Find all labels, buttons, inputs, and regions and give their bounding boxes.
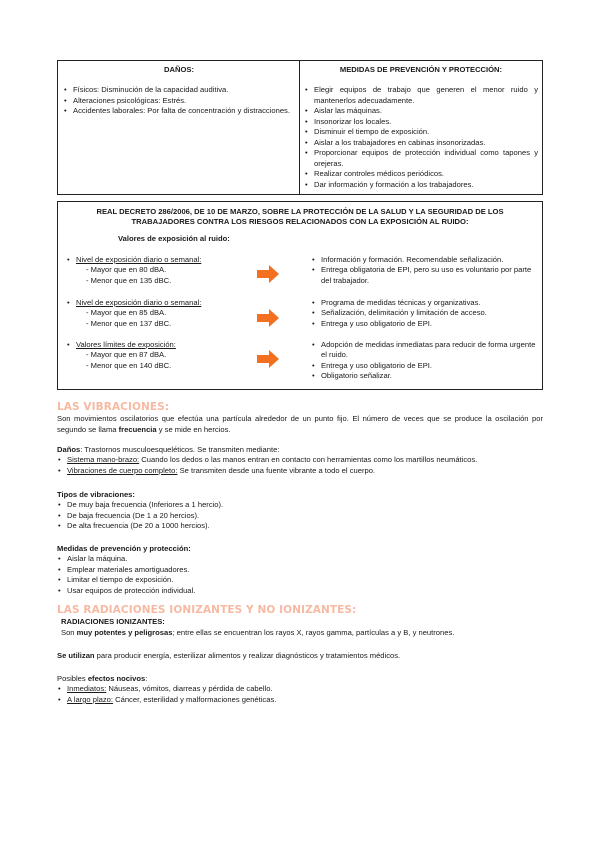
transmision-list bbox=[57, 455, 543, 476]
vibraciones-danos bbox=[57, 445, 543, 476]
radiaciones-sub: RADIACIONES IONIZANTES: bbox=[61, 617, 165, 627]
danos-line bbox=[57, 445, 543, 455]
list-item: • Aislar a los trabajadores en cabinas insonorizadas. bbox=[304, 138, 538, 148]
efectos-list bbox=[57, 684, 543, 705]
right-arrow-icon bbox=[257, 265, 279, 283]
radiaciones-heading: LAS RADIACIONES IONIZANTES Y NO IONIZANTES: bbox=[57, 604, 357, 616]
action-item: • Entrega obligatoria de EPI, pero su uso es voluntario por parte del trabajador. bbox=[311, 265, 539, 286]
vibraciones-heading: LAS VIBRACIONES: bbox=[57, 401, 170, 413]
term-text: Cáncer, esterilidad y malformaciones genéticas. bbox=[113, 694, 277, 704]
text: Posibles bbox=[57, 674, 88, 683]
action-item: • Obligatorio señalizar. bbox=[311, 371, 539, 381]
exposure-label: Nivel de exposición diario o semanal: bbox=[76, 255, 202, 264]
vibraciones-section bbox=[57, 400, 543, 435]
exposure-level bbox=[66, 255, 266, 286]
intro-bold: frecuencia bbox=[118, 424, 157, 434]
danos-list bbox=[63, 85, 295, 116]
action-item: • Información y formación. Recomendable señalización. bbox=[311, 255, 539, 265]
term-text: Náuseas, vómitos, diarreas y pérdida de cabello. bbox=[106, 684, 273, 694]
exposure-label: Valores límites de exposición: bbox=[76, 340, 176, 349]
exposure-label-item bbox=[66, 340, 266, 350]
decreto-subtitle: Valores de exposición al ruido: bbox=[118, 234, 230, 243]
action-item: • Programa de medidas técnicas y organizativas. bbox=[311, 298, 539, 308]
exposure-actions bbox=[311, 298, 539, 329]
list-item bbox=[57, 684, 543, 694]
list-item: • Elegir equipos de trabajo que generen el menor ruido y mantenerlos adecuadamente. bbox=[304, 85, 538, 106]
real-decreto-box bbox=[57, 201, 543, 390]
list-item bbox=[57, 455, 543, 465]
exposure-actions bbox=[311, 255, 539, 286]
exposure-value: - Menor que en 135 dBC. bbox=[86, 275, 172, 285]
term: Sistema mano-brazo: bbox=[67, 455, 140, 465]
list-item: • Insonorizar los locales. bbox=[304, 117, 538, 127]
exposure-level bbox=[66, 298, 266, 329]
action-item: • Adopción de medidas inmediatas para reducir de forma urgente el ruido. bbox=[311, 340, 539, 361]
list-item: • Limitar el tiempo de exposición. bbox=[57, 575, 543, 585]
text: : bbox=[145, 674, 148, 683]
right-arrow-icon bbox=[257, 309, 279, 327]
text-bold: Se utilizan bbox=[57, 651, 95, 660]
decreto-title-line: REAL DECRETO 286/2006, DE 10 DE MARZO, SOBRE LA PROTECCIÓN DE LA SALUD Y LA SEGURIDAD DE LOS bbox=[96, 207, 504, 216]
medidas-vibraciones bbox=[57, 544, 543, 596]
list-item: • Usar equipos de protección individual. bbox=[57, 586, 543, 596]
right-arrow-icon bbox=[257, 350, 279, 368]
list-item: • De muy baja frecuencia (Inferiores a 1 hercio). bbox=[57, 500, 543, 510]
list-item: • Aislar las máquinas. bbox=[304, 106, 538, 116]
list-item: • Alteraciones psicológicas: Estrés. bbox=[63, 96, 295, 106]
list-item: • Emplear materiales amortiguadores. bbox=[57, 565, 543, 575]
action-item: • Señalización, delimitación y limitación de acceso. bbox=[311, 308, 539, 318]
list-item: • Dar información y formación a los trabajadores. bbox=[304, 180, 538, 190]
list-item: • De baja frecuencia (De 1 a 20 hercios). bbox=[57, 511, 543, 521]
text: para producir energía, esterilizar alimentos y realizar diagnósticos y tratamientos médicos. bbox=[94, 651, 401, 660]
exposure-level bbox=[66, 340, 266, 371]
medidas-title: Medidas de prevención y protección: bbox=[57, 544, 191, 553]
decreto-title-line: TRABAJADORES CONTRA LOS RIESGOS RELACIONADOS CON LA EXPOSICIÓN AL RUIDO: bbox=[131, 217, 469, 227]
exposure-label-item bbox=[66, 298, 266, 308]
list-item: • Físicos: Disminución de la capacidad auditiva. bbox=[63, 85, 295, 95]
radiaciones-uso bbox=[57, 651, 543, 661]
danos-label: Daños bbox=[57, 445, 81, 454]
text-bold: efectos nocivos bbox=[87, 674, 146, 683]
tipos-title: Tipos de vibraciones: bbox=[57, 490, 135, 499]
exposure-value: - Mayor que en 85 dBA. bbox=[86, 308, 167, 318]
tipos-vibraciones bbox=[57, 490, 543, 532]
exposure-value: - Menor que en 137 dBC. bbox=[86, 318, 172, 328]
action-item: • Entrega y uso obligatorio de EPI. bbox=[311, 319, 539, 329]
term-text: Se transmiten desde una fuente vibrante a todo el cuerpo. bbox=[177, 465, 376, 475]
vibraciones-intro bbox=[57, 414, 543, 435]
intro-text: y se mide en hercios. bbox=[156, 424, 231, 434]
medidas-vib-list bbox=[57, 554, 543, 596]
list-item: • Aislar la máquina. bbox=[57, 554, 543, 564]
efectos-nocivos bbox=[57, 674, 543, 705]
exposure-actions bbox=[311, 340, 539, 382]
exposure-value: - Mayor que en 80 dBA. bbox=[86, 265, 167, 275]
list-item: • Accidentes laborales: Por falta de concentración y distracciones. bbox=[63, 106, 295, 116]
list-item: • De alta frecuencia (De 20 a 1000 hercios). bbox=[57, 521, 543, 531]
exposure-label: Nivel de exposición diario o semanal: bbox=[76, 298, 202, 307]
list-item: • Proporcionar equipos de protección individual como tapones y orejeras. bbox=[304, 148, 538, 169]
tipos-list bbox=[57, 500, 543, 531]
text-bold: muy potentes y peligrosas bbox=[76, 627, 173, 637]
radiaciones-line2 bbox=[57, 651, 543, 661]
term-text: Cuando los dedos o las manos entran en contacto con herramientas como los martillos neumáticos. bbox=[139, 455, 478, 465]
radiaciones-line1 bbox=[57, 628, 543, 638]
action-item: • Entrega y uso obligatorio de EPI. bbox=[311, 361, 539, 371]
efectos-line bbox=[57, 674, 543, 684]
list-item: • Disminuir el tiempo de exposición. bbox=[304, 127, 538, 137]
medidas-header: MEDIDAS DE PREVENCIÓN Y PROTECCIÓN: bbox=[339, 65, 503, 74]
text: Son bbox=[61, 627, 77, 637]
term: Inmediatos: bbox=[67, 684, 107, 694]
text: ; entre ellas se encuentran los rayos X, rayos gamma, partículas a y B, y neutrones. bbox=[172, 627, 455, 637]
list-item: • Realizar controles médicos periódicos. bbox=[304, 169, 538, 179]
intro-text: Son movimientos oscilatorios que efectúa una partícula alrededor de un punto fijo. El número de veces que se produce la oscilación por segundo se llama bbox=[57, 414, 543, 434]
danos-medidas-table bbox=[57, 60, 543, 195]
medidas-column bbox=[300, 61, 542, 194]
danos-header: DAÑOS: bbox=[164, 65, 194, 74]
radiaciones-section bbox=[57, 603, 543, 638]
exposure-label-item bbox=[66, 255, 266, 265]
medidas-list bbox=[304, 85, 538, 190]
danos-column bbox=[58, 61, 300, 194]
decreto-title bbox=[58, 207, 542, 228]
list-item bbox=[57, 466, 543, 476]
list-item bbox=[57, 695, 543, 705]
danos-text: : Trastornos musculoesqueléticos. Se transmiten mediante: bbox=[80, 445, 280, 454]
exposure-value: - Mayor que en 87 dBA. bbox=[86, 350, 167, 360]
term: Vibraciones de cuerpo completo: bbox=[67, 465, 178, 475]
term: A largo plazo: bbox=[67, 694, 114, 704]
exposure-value: - Menor que en 140 dBC. bbox=[86, 360, 172, 370]
